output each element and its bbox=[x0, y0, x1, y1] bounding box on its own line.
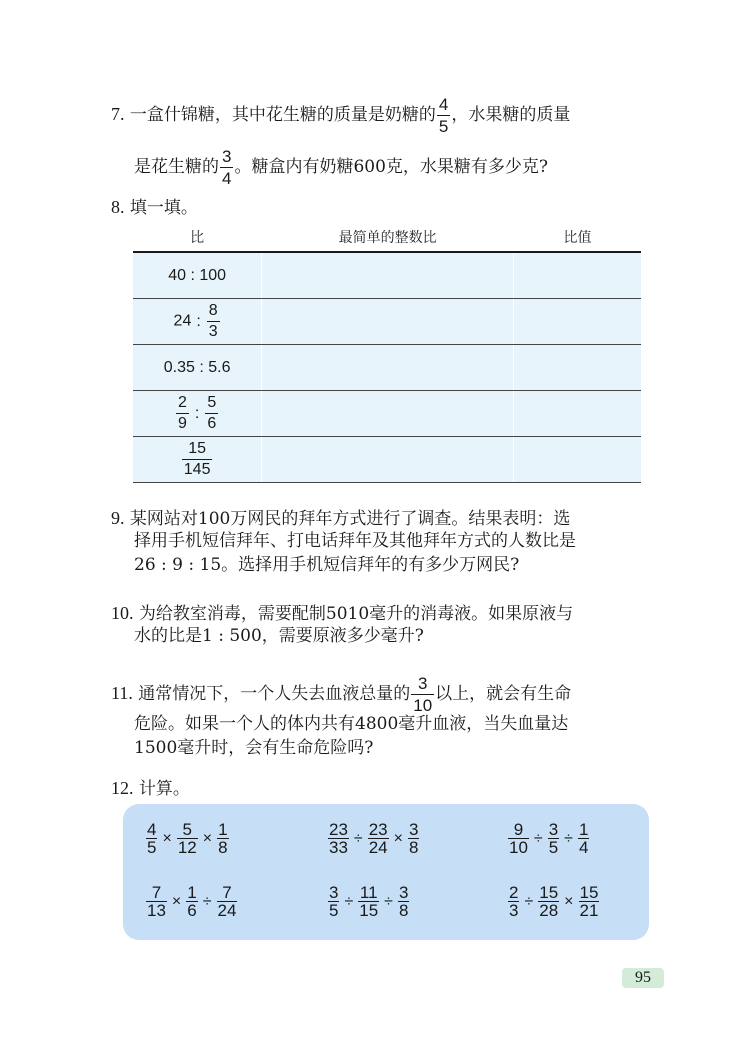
answer-cell[interactable] bbox=[262, 345, 514, 391]
question-text: 危险。如果一个人的体内共有4800毫升血液，当失血量达 bbox=[134, 714, 569, 734]
answer-cell[interactable] bbox=[262, 391, 514, 437]
page-number: 95 bbox=[622, 968, 664, 988]
expression-3: $\frac{9}{10}$ ÷ $\frac{3}{5}$ ÷ $\frac{1}{4}$ bbox=[509, 820, 589, 857]
fraction: $\frac{4}{5}$ bbox=[438, 95, 449, 136]
question-text: 是花生糖的 bbox=[134, 157, 219, 177]
answer-cell[interactable] bbox=[514, 299, 642, 345]
expression-1: $\frac{4}{5}$ × $\frac{5}{12}$ × $\frac{1}{8}$ bbox=[147, 820, 228, 857]
question-number: 8. bbox=[111, 197, 125, 217]
question-number: 11. bbox=[111, 683, 133, 703]
answer-cell[interactable] bbox=[262, 437, 514, 483]
question-12 bbox=[111, 776, 190, 801]
question-text: 水的比是1 : 500，需要原液多少毫升? bbox=[134, 626, 424, 646]
question-text: 填一填。 bbox=[129, 198, 198, 218]
ratio-table bbox=[133, 222, 641, 483]
ratio-cell: 0.35 : 5.6 bbox=[133, 345, 262, 391]
table-row bbox=[133, 252, 641, 299]
question-7-line-2 bbox=[134, 148, 548, 187]
question-text: ，水果糖的质量 bbox=[451, 105, 571, 125]
answer-cell[interactable] bbox=[514, 252, 642, 299]
question-text: 计算。 bbox=[138, 779, 190, 799]
question-text: 26 : 9 : 15。选择用手机短信拜年的有多少万网民? bbox=[134, 555, 520, 575]
calculation-box bbox=[123, 804, 649, 940]
question-number: 9. bbox=[111, 508, 125, 528]
fraction: $\frac{8}{3}$ bbox=[208, 302, 218, 340]
header-simplest-ratio: 最简单的整数比 bbox=[262, 222, 514, 252]
answer-cell[interactable] bbox=[262, 299, 514, 345]
answer-cell[interactable] bbox=[262, 252, 514, 299]
header-ratio: 比 bbox=[133, 222, 262, 252]
question-text: 一盒什锦糖，其中花生糖的质量是奶糖的 bbox=[129, 105, 436, 125]
question-text: 为给教室消毒，需要配制5010毫升的消毒液。如果原液与 bbox=[138, 604, 574, 624]
question-text: 择用手机短信拜年、打电话拜年及其他拜年方式的人数比是 bbox=[134, 531, 576, 551]
fraction: $\frac{3}{4}$ bbox=[222, 147, 232, 188]
question-text: 某网站对100万网民的拜年方式进行了调查。结果表明：选 bbox=[129, 509, 571, 529]
question-number: 7. bbox=[111, 104, 125, 124]
answer-cell[interactable] bbox=[514, 391, 642, 437]
fraction: $\frac{5}{6}$ bbox=[207, 394, 217, 432]
question-number: 10. bbox=[111, 603, 134, 623]
table-row bbox=[133, 391, 641, 437]
table-row bbox=[133, 345, 641, 391]
expression-4: $\frac{7}{13}$ × $\frac{1}{6}$ ÷ $\frac{7}{24}$ bbox=[147, 883, 237, 920]
expression-2: $\frac{23}{33}$ ÷ $\frac{23}{24}$ × $\frac{3}{8}$ bbox=[329, 820, 419, 857]
fraction: $\frac{15}{145}$ bbox=[183, 440, 211, 478]
answer-cell[interactable] bbox=[514, 345, 642, 391]
question-text: 。糖盒内有奶糖600克，水果糖有多少克? bbox=[234, 157, 549, 177]
fraction: $\frac{3}{10}$ bbox=[413, 674, 433, 715]
ratio-cell: $\frac{2}{9}$ : $\frac{5}{6}$ bbox=[133, 391, 262, 437]
question-7-line-1 bbox=[111, 96, 570, 135]
question-text: 通常情况下，一个人失去血液总量的 bbox=[138, 684, 411, 704]
answer-cell[interactable] bbox=[514, 437, 642, 483]
expression-6: $\frac{2}{3}$ ÷ $\frac{15}{28}$ × $\frac{15}{21}$ bbox=[509, 883, 599, 920]
header-ratio-value: 比值 bbox=[514, 222, 642, 252]
table-header bbox=[133, 222, 641, 252]
question-10-line-1 bbox=[111, 601, 573, 626]
table-row bbox=[133, 299, 641, 345]
fraction: $\frac{2}{9}$ bbox=[178, 394, 187, 432]
ratio-cell bbox=[133, 437, 262, 483]
question-8 bbox=[111, 195, 198, 220]
question-number: 12. bbox=[111, 778, 134, 798]
ratio-cell: 24 : $\frac{8}{3}$ bbox=[133, 299, 262, 345]
table-row bbox=[133, 437, 641, 483]
expression-5: $\frac{3}{5}$ ÷ $\frac{11}{15}$ ÷ $\frac{3}{8}$ bbox=[329, 883, 409, 920]
question-text: 1500毫升时，会有生命危险吗? bbox=[134, 738, 374, 758]
question-text: 以上，就会有生命 bbox=[435, 684, 572, 704]
question-11-line-1 bbox=[111, 675, 571, 714]
question-9-line-1 bbox=[111, 506, 570, 531]
ratio-cell: 40 : 100 bbox=[133, 252, 262, 299]
